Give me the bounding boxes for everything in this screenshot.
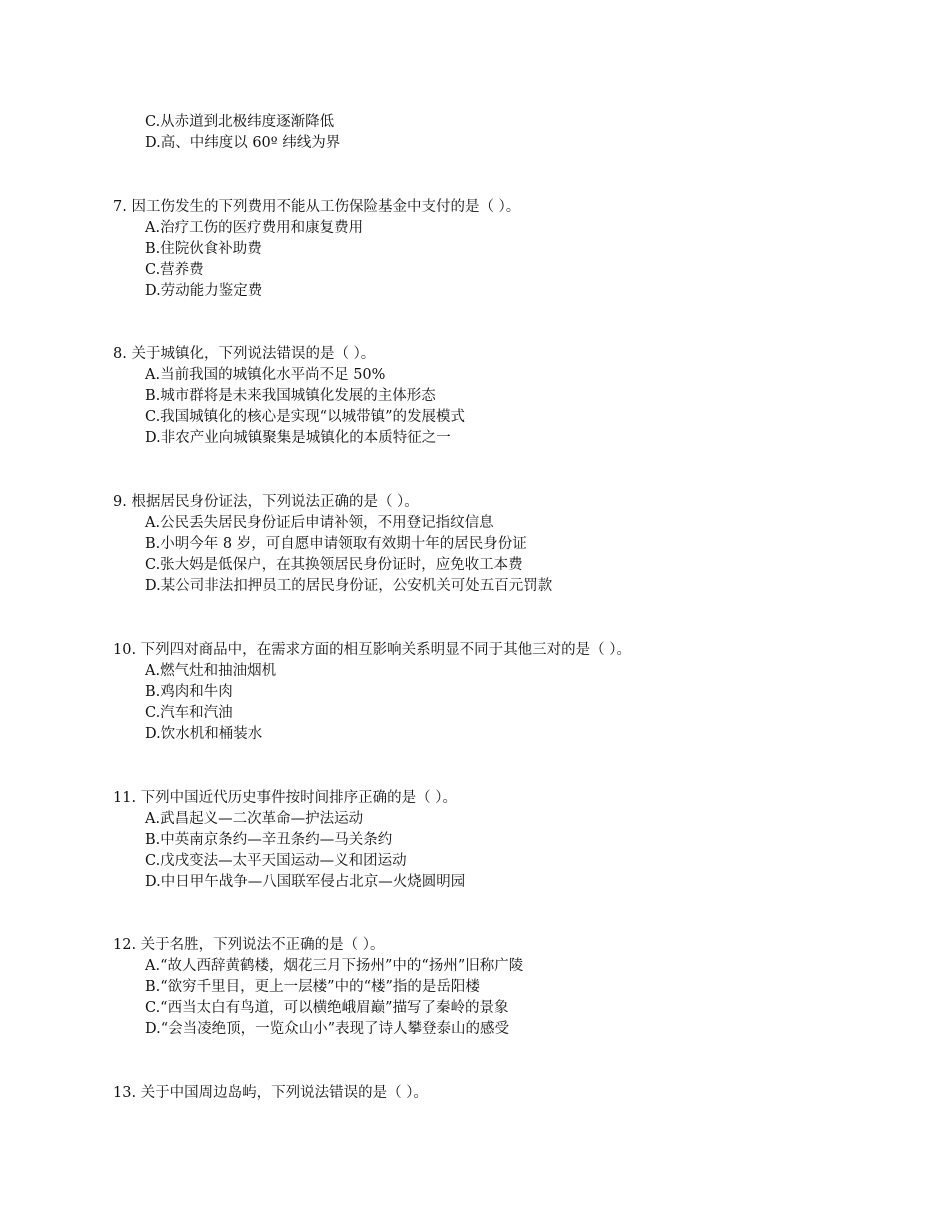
- question-10-stem: 10. 下列四对商品中，在需求方面的相互影响关系明显不同于其他三对的是（ ）。: [113, 642, 632, 658]
- question-8-option-a: A.当前我国的城镇化水平尚不足 50%: [145, 367, 386, 383]
- question-11-option-a: A.武昌起义—二次革命—护法运动: [145, 811, 364, 827]
- question-7-option-a: A.治疗工伤的医疗费用和康复费用: [145, 220, 364, 236]
- question-10-option-b: B.鸡肉和牛肉: [145, 684, 233, 700]
- question-7-option-c: C.营养费: [145, 262, 204, 278]
- question-9-option-b: B.小明今年 8 岁，可自愿申请领取有效期十年的居民身份证: [145, 536, 527, 552]
- question-10-option-c: C.汽车和汽油: [145, 705, 233, 721]
- question-12-option-c: C.“西当太白有鸟道，可以横绝峨眉巅”描写了秦岭的景象: [145, 1000, 509, 1016]
- question-12-option-d: D.“会当凌绝顶，一览众山小”表现了诗人攀登泰山的感受: [145, 1021, 510, 1037]
- question-11-option-b: B.中英南京条约—辛丑条约—马关条约: [145, 832, 393, 848]
- question-7-option-d: D.劳动能力鉴定费: [145, 283, 263, 299]
- carryover-option-d: D.高、中纬度以 60º 纬线为界: [145, 135, 341, 151]
- question-9-option-a: A.公民丢失居民身份证后申请补领，不用登记指纹信息: [145, 515, 494, 531]
- question-9-option-c: C.张大妈是低保户，在其换领居民身份证时，应免收工本费: [145, 557, 523, 573]
- question-12-stem: 12. 关于名胜，下列说法不正确的是（ ）。: [113, 937, 385, 953]
- carryover-option-c: C.从赤道到北极纬度逐渐降低: [145, 114, 335, 130]
- question-7-stem: 7. 因工伤发生的下列费用不能从工伤保险基金中支付的是（ ）。: [113, 199, 521, 215]
- question-10-option-d: D.饮水机和桶装水: [145, 726, 263, 742]
- question-8-option-d: D.非农产业向城镇聚集是城镇化的本质特征之一: [145, 430, 451, 446]
- question-13-stem: 13. 关于中国周边岛屿，下列说法错误的是（ ）。: [113, 1085, 429, 1101]
- question-11-option-d: D.中日甲午战争—八国联军侵占北京—火烧圆明园: [145, 874, 466, 890]
- question-11-stem: 11. 下列中国近代历史事件按时间排序正确的是（ ）。: [113, 790, 458, 806]
- question-12-option-a: A.“故人西辞黄鹤楼，烟花三月下扬州”中的“扬州”旧称广陵: [145, 958, 524, 974]
- question-8-option-c: C.我国城镇化的核心是实现“以城带镇”的发展模式: [145, 409, 466, 425]
- question-7-option-b: B.住院伙食补助费: [145, 241, 262, 257]
- question-8-option-b: B.城市群将是未来我国城镇化发展的主体形态: [145, 388, 436, 404]
- question-11-option-c: C.戊戌变法—太平天国运动—义和团运动: [145, 853, 407, 869]
- question-9-option-d: D.某公司非法扣押员工的居民身份证，公安机关可处五百元罚款: [145, 578, 553, 594]
- question-12-option-b: B.“欲穷千里目，更上一层楼”中的“楼”指的是岳阳楼: [145, 979, 480, 995]
- question-9-stem: 9. 根据居民身份证法，下列说法正确的是（ ）。: [113, 494, 419, 510]
- question-8-stem: 8. 关于城镇化，下列说法错误的是（ ）。: [113, 346, 376, 362]
- question-10-option-a: A.燃气灶和抽油烟机: [145, 663, 277, 679]
